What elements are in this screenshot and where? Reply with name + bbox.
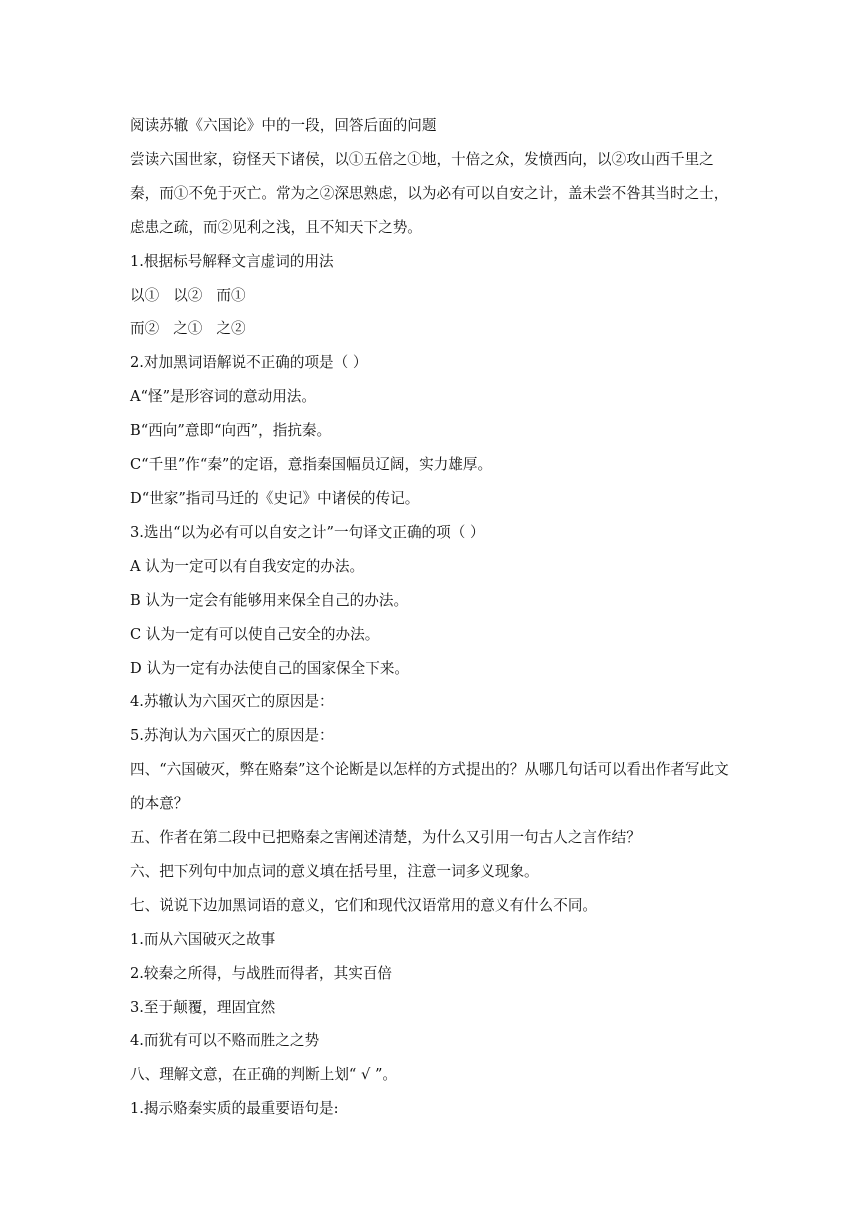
q1-term: 之② [216, 320, 246, 338]
q2-stem: 2.对加黑词语解说不正确的项是（ ） [130, 354, 368, 372]
q3-option-b: B 认为一定会有能够用来保全自己的办法。 [130, 591, 409, 609]
section-7-item-1: 1.而从六国破灭之故事 [130, 930, 276, 948]
q2-option-c: C“千里”作“秦”的定语，意指秦国幅员辽阔，实力雄厚。 [130, 456, 493, 474]
q1-term: 以② [173, 286, 203, 304]
q1-term: 而① [216, 286, 246, 304]
q2-option-d: D“世家”指司马迁的《史记》中诸侯的传记。 [130, 489, 420, 507]
q3-option-c: C 认为一定有可以使自己安全的办法。 [130, 625, 380, 643]
document-content [130, 109, 735, 1126]
section-7-item-3: 3.至于颠覆，理固宜然 [130, 998, 276, 1016]
q1-term: 而② [130, 320, 160, 338]
q1-term: 以① [130, 286, 160, 304]
q1-term: 之① [173, 320, 203, 338]
q1-row-1 [130, 279, 735, 313]
intro-line: 阅读苏辙《六国论》中的一段，回答后面的问题 [130, 117, 437, 134]
section-4-question: 四、“六国破灭，弊在赂秦”这个论断是以怎样的方式提出的？从哪几句话可以看出作者写此文的本意？ [130, 761, 729, 813]
q2-option-b: B“西向”意即“向西”，指抗秦。 [130, 422, 332, 440]
section-7-stem: 七、说说下边加黑词语的意义，它们和现代汉语常用的意义有什么不同。 [130, 896, 598, 914]
q5-line: 5.苏洵认为六国灭亡的原因是： [130, 727, 334, 745]
q3-option-a: A 认为一定可以有自我安定的办法。 [130, 557, 365, 575]
q3-stem: 3.选出“以为必有可以自安之计”一句译文正确的项（ ） [130, 523, 485, 541]
q4-line: 4.苏辙认为六国灭亡的原因是： [130, 693, 334, 711]
q2-option-a: A“怪”是形容词的意动用法。 [130, 388, 316, 406]
section-7-item-2: 2.较秦之所得，与战胜而得者，其实百倍 [130, 964, 393, 982]
q1-stem: 1.根据标号解释文言虚词的用法 [130, 252, 334, 270]
passage-paragraph: 尝读六国世家，窃怪天下诸侯，以①五倍之①地，十倍之众，发愤西向，以②攻山西千里之秦，而①不免于灭亡。常为之②深思熟虑，以为必有可以自安之计，盖未尝不咎其当时之士，虑患之疏，而②见利之浅，且不知天下之势。 [130, 150, 729, 236]
section-8-item-1: 1.揭示赂秦实质的最重要语句是: [130, 1100, 339, 1118]
q3-option-d: D 认为一定有办法使自己的国家保全下来。 [130, 659, 410, 677]
q1-row-2 [130, 312, 735, 346]
section-8-stem: 八、理解文意，在正确的判断上划“ √ ”。 [130, 1066, 398, 1084]
section-7-item-4: 4.而犹有可以不赂而胜之之势 [130, 1032, 320, 1050]
section-6-question: 六、把下列句中加点词的意义填在括号里，注意一词多义现象。 [130, 862, 539, 880]
section-5-question: 五、作者在第二段中已把赂秦之害阐述清楚，为什么又引用一句古人之言作结？ [130, 829, 641, 847]
